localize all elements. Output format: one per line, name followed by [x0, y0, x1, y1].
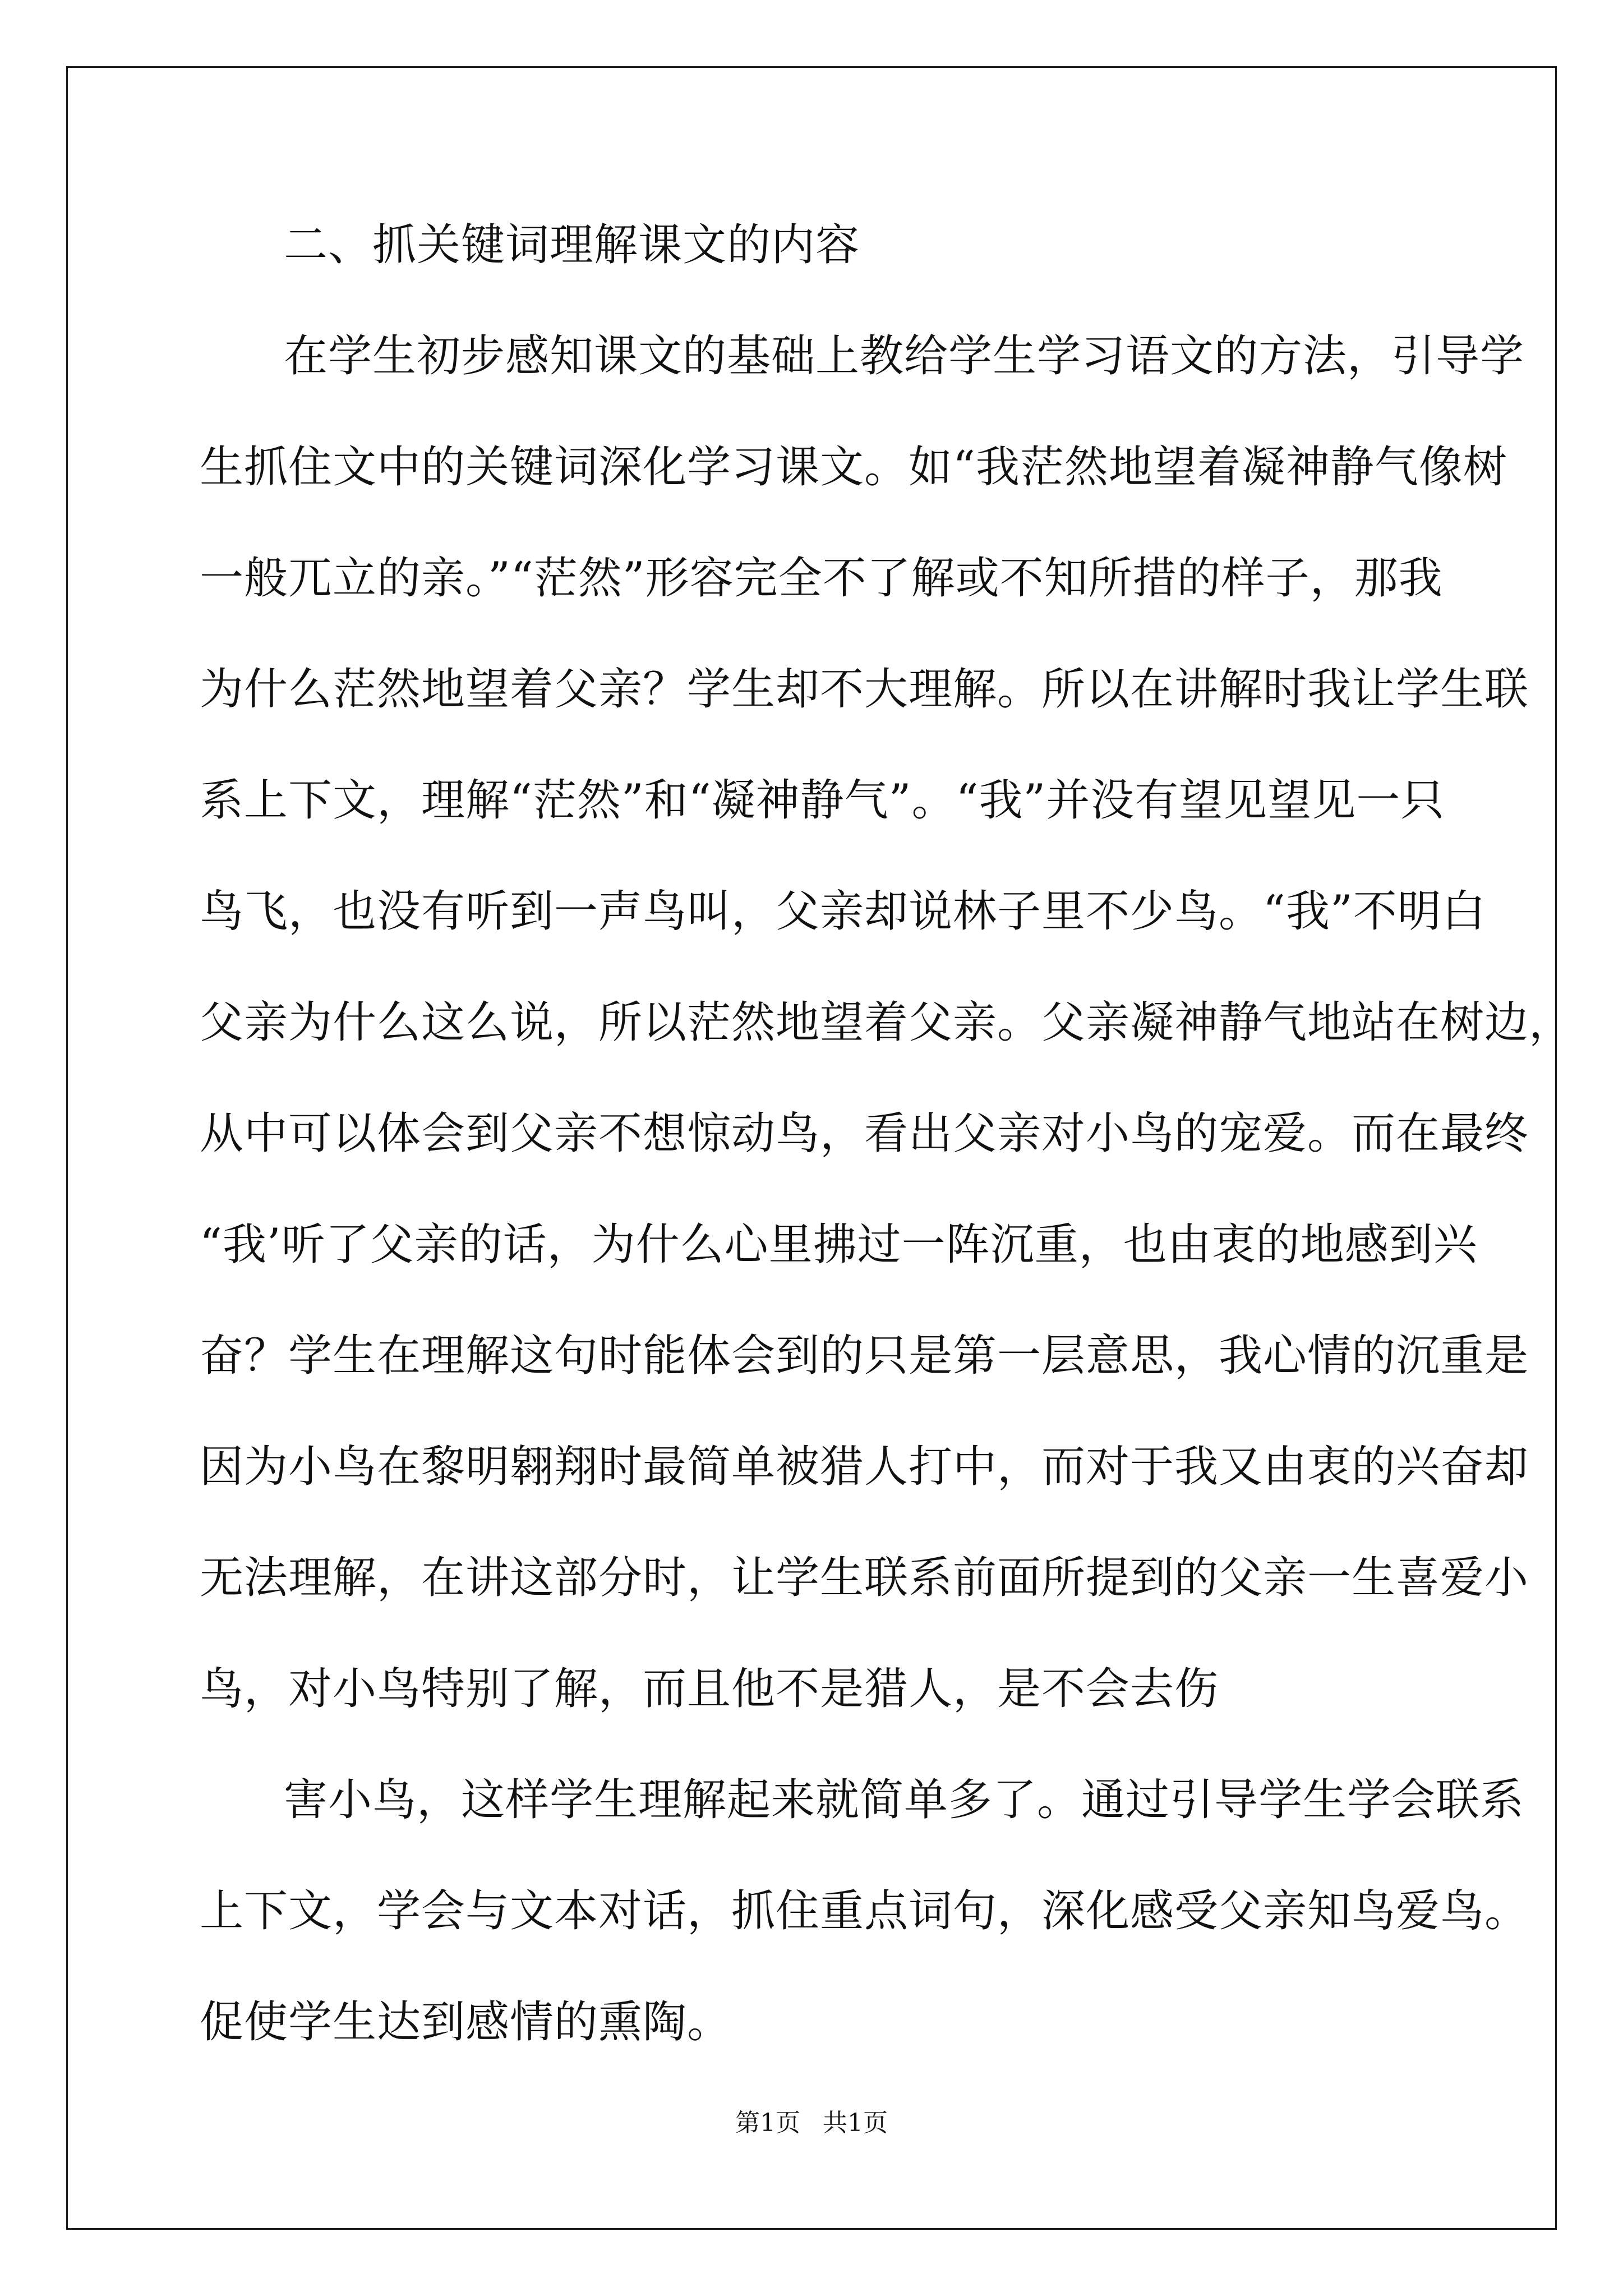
paragraph-line: 鸟，对小鸟特别了解，而且他不是猎人，是不会去伤: [200, 1664, 1219, 1714]
paragraph-line: 生抓住文中的关键词深化学习课文。如“我茫然地望着凝神静气像树: [200, 442, 1507, 493]
paragraph-line: 从中可以体会到父亲不想惊动鸟，看出父亲对小鸟的宠爱。而在最终: [200, 1108, 1529, 1159]
page-footer: [0, 2106, 1623, 2140]
paragraph-line: 无法理解，在讲这部分时，让学生联系前面所提到的父亲一生喜爱小: [200, 1553, 1529, 1603]
paragraph-line: “我’听了父亲的话，为什么心里拂过一阵沉重，也由衷的地感到兴: [200, 1220, 1478, 1270]
paragraph-line: 奋？学生在理解这句时能体会到的只是第一层意思，我心情的沉重是: [200, 1331, 1529, 1381]
paragraph-line: 因为小鸟在黎明翱翔时最简单被猎人打中，而对于我又由衷的兴奋却: [200, 1442, 1529, 1492]
paragraph-line: 为什么茫然地望着父亲？学生却不大理解。所以在讲解时我让学生联: [200, 664, 1529, 715]
paragraph-line: 鸟飞，也没有听到一声鸟叫，父亲却说林子里不少鸟。“我”不明白: [200, 886, 1486, 937]
paragraph-line: 系上下文，理解“茫然”和“凝神静气”。“我”并没有望见望见一只: [200, 775, 1445, 826]
paragraph-line: 害小鸟，这样学生理解起来就简单多了。通过引导学生学会联系: [284, 1775, 1525, 1825]
document-body: [200, 214, 1574, 2102]
paragraph-line: 促使学生达到感情的熏陶。: [200, 1997, 732, 2047]
page-number: 第1页: [735, 2109, 800, 2137]
page-total: 共1页: [823, 2109, 888, 2137]
paragraph-line: 父亲为什么这么说，所以茫然地望着父亲。父亲凝神静气地站在树边，: [200, 997, 1574, 1048]
paragraph-line: 上下文，学会与文本对话，抓住重点词句，深化感受父亲知鸟爱鸟。: [200, 1886, 1529, 1936]
paragraph-line: 在学生初步感知课文的基础上教给学生学习语文的方法，引导学: [284, 331, 1525, 381]
section-heading: 二、抓关键词理解课文的内容: [284, 220, 860, 270]
paragraph-line: 一般兀立的亲。”“茫然”形容完全不了解或不知所措的样子，那我: [200, 553, 1443, 604]
